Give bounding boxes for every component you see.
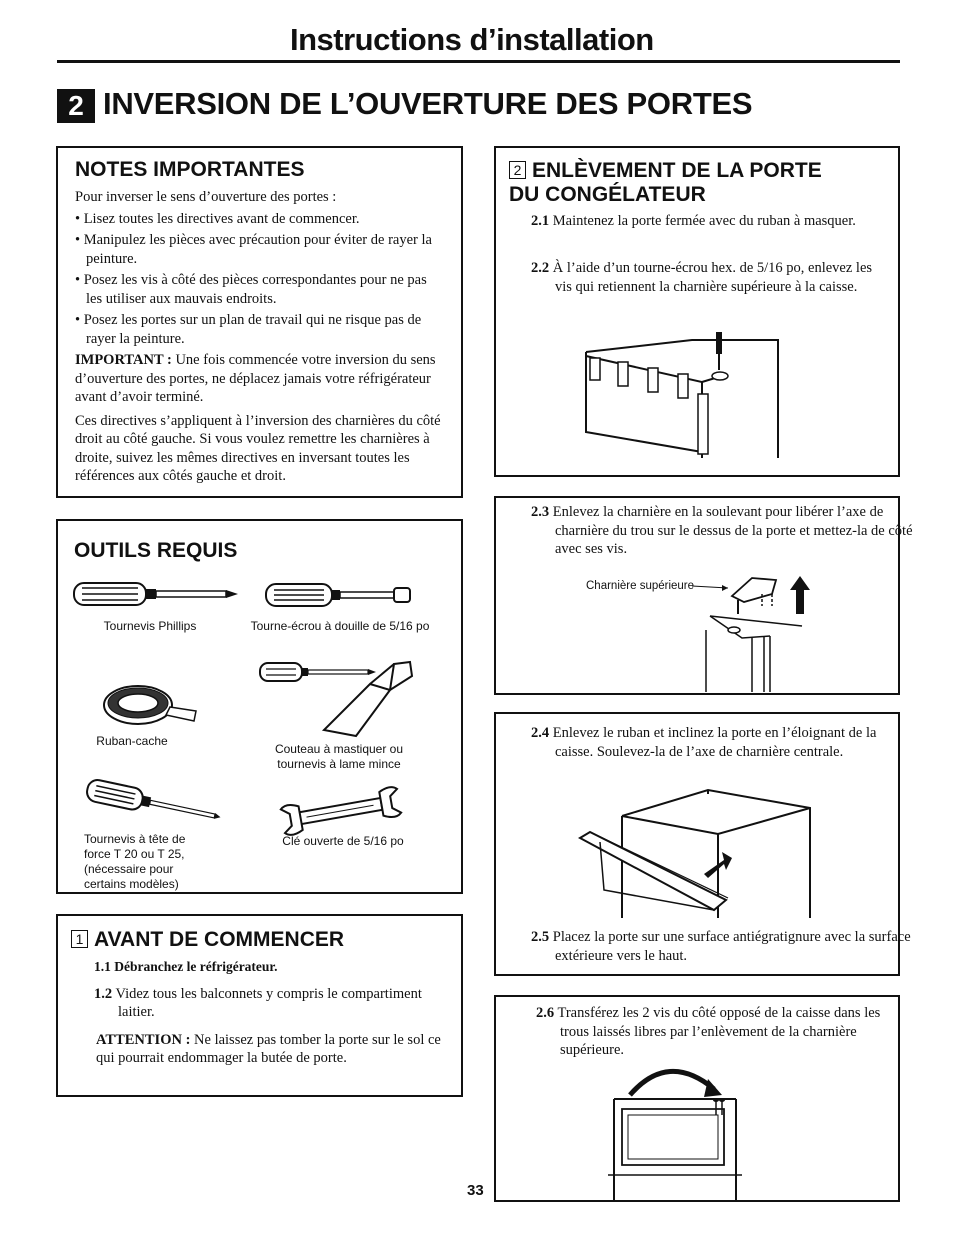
tool-label: Tournevis Phillips	[103, 619, 197, 633]
freezer-door-title: 2 ENLÈVEMENT DE LA PORTE DU CONGÉLATEUR	[509, 159, 822, 206]
notes-bullet: • Posez les vis à côté des pièces correspondantes pour ne pas les utiliser aux mauvais endroits.	[75, 272, 427, 307]
notes-intro: Pour inverser le sens d’ouverture des portes :	[75, 189, 337, 205]
masking-tape-icon	[100, 681, 200, 729]
step-number-badge: 2	[509, 161, 526, 179]
step-2-2: 2.2 À l’aide d’un tourne-écrou hex. de 5/16 po, enlevez les vis qui retiennent la charnière supérieure à la caisse.	[531, 260, 873, 295]
before-title: 1 AVANT DE COMMENCER	[71, 928, 445, 952]
tools-box	[56, 519, 463, 894]
tool-label: Tournevis à tête de force T 20 ou T 25, (nécessaire pour certains modèles)	[84, 832, 186, 891]
page-number: 33	[467, 1182, 484, 1199]
step-number-badge: 1	[71, 930, 88, 948]
before-step-2: 1.2 Videz tous les balconnets y compris le compartiment laitier.	[94, 985, 422, 1020]
before-attention: ATTENTION : Ne laissez pas tomber la porte sur le sol ce qui pourrait endommager la butée de porte.	[96, 1031, 441, 1066]
hinge-callout-label: Charnière supérieure	[586, 580, 695, 592]
torx-screwdriver-icon	[84, 782, 224, 822]
notes-closing: Ces directives s’appliquent à l’inversion des charnières du côté droit au côté gauche. Si vous voulez remettre les charnières à droite, suivez les mêmes directives en inversant toutes les références aux côtés gauche et droit.	[75, 412, 441, 484]
open-end-wrench-icon	[278, 791, 404, 831]
step-2-6: 2.6 Transférez les 2 vis du côté opposé de la caisse dans les trous laissés libres par l’enlèvement de la charnière supérieure.	[536, 1005, 881, 1058]
freezer-door-box	[494, 146, 900, 477]
putty-knife-icon	[320, 658, 416, 738]
notes-bullet: • Posez les portes sur un plan de travail qui ne risque pas de rayer la peinture.	[75, 312, 422, 347]
transfer-screws-illustration	[608, 1065, 748, 1203]
notes-bullet: • Manipulez les pièces avec précaution pour éviter de rayer la peinture.	[75, 232, 432, 267]
tool-label: Ruban-cache	[96, 734, 168, 748]
tape-and-screw-illustration	[582, 332, 782, 458]
page-header-title: Instructions d’installation	[290, 22, 654, 57]
notes-box	[56, 146, 463, 498]
tools-title: OUTILS REQUIS	[74, 539, 238, 562]
step-2-4: 2.4 Enlevez le ruban et inclinez la porte en l’éloignant de la caisse. Soulevez-la de l’axe de charnière centrale.	[531, 725, 877, 760]
tool-label: Couteau à mastiquer ou tournevis à lame mince	[274, 742, 404, 771]
before-box	[56, 914, 463, 1097]
step-2-1: 2.1 Maintenez la porte fermée avec du ruban à masquer.	[531, 213, 856, 229]
step-2-4-box	[494, 712, 911, 976]
nut-driver-icon	[264, 580, 414, 610]
notes-bullet: • Lisez toutes les directives avant de commencer.	[75, 210, 360, 227]
tilt-door-illustration	[578, 786, 810, 918]
section-number-badge: 2	[57, 89, 95, 123]
before-step-1: 1.1 Débranchez le réfrigérateur.	[94, 959, 278, 974]
step-2-3: 2.3 Enlevez la charnière en la soulevant pour libérer l’axe de charnière du trou sur le dessus de la porte et mettez-la de côté avec ses vis.	[531, 504, 913, 557]
section-title: INVERSION DE L’OUVERTURE DES PORTES	[103, 86, 753, 121]
notes-title: NOTES IMPORTANTES	[75, 158, 305, 181]
step-2-5: 2.5 Placez la porte sur une surface antiégratignure avec la surface extérieure vers le haut.	[531, 929, 911, 964]
tool-label: Tourne-écrou à douille de 5/16 po	[250, 619, 430, 633]
phillips-screwdriver-icon	[72, 578, 242, 612]
step-2-3-box	[494, 496, 913, 695]
tool-label: Clé ouverte de 5/16 po	[282, 834, 404, 848]
step-2-6-box	[494, 995, 900, 1202]
notes-important: IMPORTANT : Une fois commencée votre inversion du sens d’ouverture des portes, ne déplacez jamais votre réfrigérateur avant d’avoir terminé.	[75, 352, 436, 405]
header-divider	[57, 60, 900, 63]
top-hinge-illustration	[692, 574, 822, 692]
